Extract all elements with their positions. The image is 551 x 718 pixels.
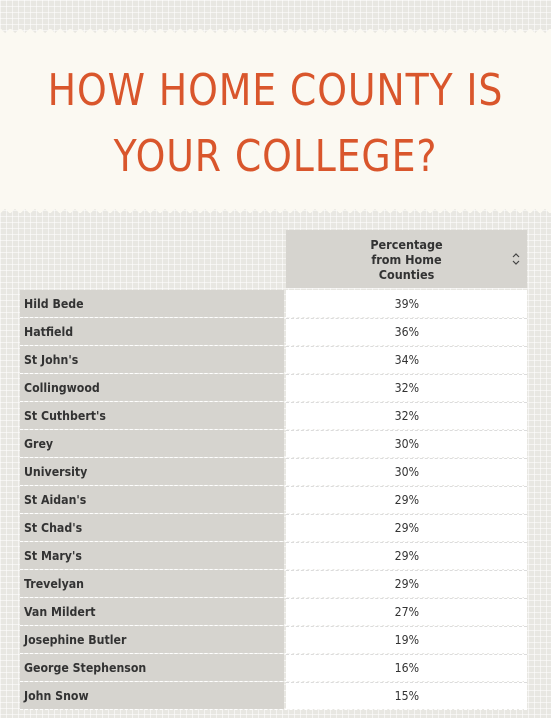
college-name-cell [20,486,284,513]
title-line-2: YOUR COLLEGE? [113,131,438,182]
table-row [20,430,527,458]
table-row [20,374,527,402]
percentage-cell [286,626,527,653]
college-name: John Snow [24,688,89,703]
percentage-value: 30% [394,464,419,479]
college-name: Hild Bede [24,296,84,311]
percentage-cell [286,290,527,317]
college-name-cell [20,626,284,653]
title-line-1: HOW HOME COUNTY IS [47,65,504,116]
college-name-cell [20,430,284,457]
college-name-cell [20,318,284,345]
table-row [20,486,527,514]
table-row [20,654,527,682]
table-body [20,290,527,710]
percentage-value: 39% [394,296,419,311]
page-title [39,58,513,190]
percentage-value: 32% [394,380,419,395]
table-row [20,598,527,626]
percentage-value: 30% [394,436,419,451]
college-name: Trevelyan [24,576,85,591]
college-name: Collingwood [24,380,100,395]
percentage-cell [286,682,527,709]
percentage-cell [286,486,527,513]
college-name: University [24,464,88,479]
percentage-value: 36% [394,324,419,339]
college-name: St Cuthbert's [24,408,106,423]
college-name: Grey [24,436,54,451]
table-row [20,346,527,374]
college-name-cell [20,290,284,317]
percentage-cell [286,542,527,569]
percentage-cell [286,402,527,429]
college-name: St Chad's [24,520,83,535]
sort-updown-icon[interactable] [511,251,521,267]
percentage-cell [286,514,527,541]
percentage-column-header[interactable] [286,230,527,288]
percentage-cell [286,374,527,401]
table-row [20,318,527,346]
college-name-cell [20,598,284,625]
title-banner [0,36,551,206]
percentage-cell [286,570,527,597]
percentage-value: 29% [394,576,419,591]
college-name-cell [20,682,284,709]
college-name-cell [20,374,284,401]
percentage-column-label: Percentage from Home Counties [370,236,443,282]
percentage-value: 29% [394,492,419,507]
college-name: George Stephenson [24,660,147,675]
percentage-value: 16% [394,660,419,675]
table-row [20,626,527,654]
table-row [20,290,527,318]
table-row [20,458,527,486]
college-name-cell [20,346,284,373]
college-name: St John's [24,352,79,367]
college-name: St Aidan's [24,492,87,507]
table-header-row [20,230,527,288]
college-name-cell [20,402,284,429]
percentage-value: 34% [394,352,419,367]
percentage-value: 32% [394,408,419,423]
percentage-value: 27% [394,604,419,619]
table-row [20,542,527,570]
college-name: Van Mildert [24,604,96,619]
percentage-value: 19% [394,632,419,647]
percentage-cell [286,458,527,485]
college-name-cell [20,654,284,681]
college-name-cell [20,542,284,569]
college-name: Hatfield [24,324,74,339]
table-row [20,570,527,598]
percentage-value: 29% [394,520,419,535]
percentage-cell [286,598,527,625]
college-name-cell [20,570,284,597]
college-name: St Mary's [24,548,82,563]
percentage-value: 29% [394,548,419,563]
table-row [20,682,527,710]
college-name-cell [20,458,284,485]
table-row [20,514,527,542]
percentage-value: 15% [394,688,419,703]
percentage-cell [286,654,527,681]
college-name: Josephine Butler [24,632,127,647]
table-row [20,402,527,430]
percentage-cell [286,430,527,457]
percentage-cell [286,346,527,373]
college-name-cell [20,514,284,541]
college-table [20,230,527,710]
percentage-cell [286,318,527,345]
